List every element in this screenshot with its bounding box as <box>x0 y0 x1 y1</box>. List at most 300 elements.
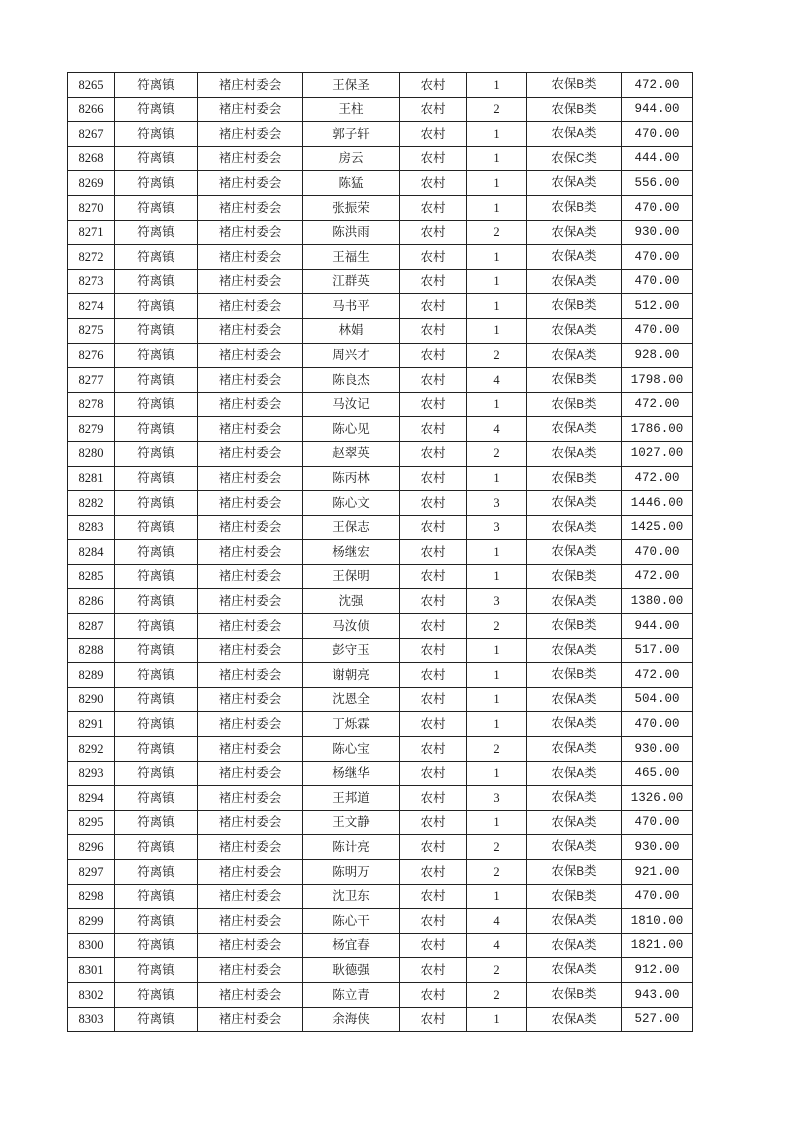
table-row <box>68 884 693 909</box>
table-row <box>68 540 693 565</box>
cell-town: 符离镇 <box>115 712 198 737</box>
cell-category: 农保A类 <box>527 171 622 196</box>
cell-amount: 930.00 <box>622 737 693 762</box>
category-letter: A <box>576 521 585 534</box>
cell-category: 农保A类 <box>527 958 622 983</box>
cell-amount: 943.00 <box>622 982 693 1007</box>
cell-count: 2 <box>467 441 527 466</box>
cell-town: 符离镇 <box>115 441 198 466</box>
cell-type: 农村 <box>400 761 467 786</box>
cell-category: 农保B类 <box>527 982 622 1007</box>
cell-count: 1 <box>467 171 527 196</box>
cell-type: 农村 <box>400 564 467 589</box>
table-row <box>68 392 693 417</box>
cell-town: 符离镇 <box>115 269 198 294</box>
category-letter: A <box>576 349 585 362</box>
cell-town: 符离镇 <box>115 245 198 270</box>
category-letter: A <box>576 226 585 239</box>
category-letter: A <box>576 841 585 854</box>
category-letter: B <box>576 202 585 215</box>
cell-town: 符离镇 <box>115 687 198 712</box>
cell-village: 褚庄村委会 <box>198 810 303 835</box>
table-row <box>68 810 693 835</box>
category-letter: B <box>576 374 585 387</box>
cell-count: 1 <box>467 663 527 688</box>
cell-count: 2 <box>467 220 527 245</box>
cell-id: 8274 <box>68 294 115 319</box>
category-letter: B <box>576 866 585 879</box>
table-row <box>68 195 693 220</box>
cell-count: 1 <box>467 73 527 98</box>
cell-count: 1 <box>467 638 527 663</box>
cell-category: 农保A类 <box>527 589 622 614</box>
cell-count: 1 <box>467 761 527 786</box>
cell-id: 8300 <box>68 933 115 958</box>
table-row <box>68 171 693 196</box>
cell-amount: 472.00 <box>622 392 693 417</box>
cell-category: 农保B类 <box>527 294 622 319</box>
cell-type: 农村 <box>400 515 467 540</box>
category-letter: A <box>576 792 585 805</box>
cell-village: 褚庄村委会 <box>198 245 303 270</box>
table-row <box>68 860 693 885</box>
cell-count: 1 <box>467 712 527 737</box>
cell-id: 8279 <box>68 417 115 442</box>
table-row <box>68 1007 693 1032</box>
cell-count: 1 <box>467 810 527 835</box>
cell-category: 农保A类 <box>527 737 622 762</box>
cell-id: 8287 <box>68 614 115 639</box>
category-letter: A <box>576 177 585 190</box>
cell-village: 褚庄村委会 <box>198 761 303 786</box>
table-row <box>68 97 693 122</box>
cell-village: 褚庄村委会 <box>198 269 303 294</box>
cell-count: 1 <box>467 318 527 343</box>
cell-count: 2 <box>467 97 527 122</box>
cell-type: 农村 <box>400 687 467 712</box>
category-letter: A <box>576 743 585 756</box>
cell-village: 褚庄村委会 <box>198 343 303 368</box>
cell-id: 8299 <box>68 909 115 934</box>
cell-count: 1 <box>467 687 527 712</box>
cell-village: 褚庄村委会 <box>198 958 303 983</box>
cell-count: 4 <box>467 933 527 958</box>
table-row <box>68 933 693 958</box>
cell-town: 符离镇 <box>115 97 198 122</box>
cell-type: 农村 <box>400 884 467 909</box>
cell-type: 农村 <box>400 220 467 245</box>
cell-name: 马汝记 <box>303 392 400 417</box>
cell-type: 农村 <box>400 810 467 835</box>
cell-name: 王柱 <box>303 97 400 122</box>
cell-type: 农村 <box>400 958 467 983</box>
cell-name: 杨宜春 <box>303 933 400 958</box>
cell-name: 郭子轩 <box>303 122 400 147</box>
cell-type: 农村 <box>400 269 467 294</box>
cell-village: 褚庄村委会 <box>198 982 303 1007</box>
cell-name: 陈心文 <box>303 491 400 516</box>
cell-count: 1 <box>467 146 527 171</box>
cell-amount: 912.00 <box>622 958 693 983</box>
cell-village: 褚庄村委会 <box>198 122 303 147</box>
table-row <box>68 982 693 1007</box>
cell-type: 农村 <box>400 663 467 688</box>
category-letter: A <box>576 816 585 829</box>
cell-name: 陈良杰 <box>303 368 400 393</box>
cell-village: 褚庄村委会 <box>198 540 303 565</box>
cell-name: 林娟 <box>303 318 400 343</box>
cell-category: 农保A类 <box>527 122 622 147</box>
cell-village: 褚庄村委会 <box>198 392 303 417</box>
cell-town: 符离镇 <box>115 933 198 958</box>
cell-village: 褚庄村委会 <box>198 614 303 639</box>
cell-amount: 1446.00 <box>622 491 693 516</box>
cell-village: 褚庄村委会 <box>198 515 303 540</box>
cell-village: 褚庄村委会 <box>198 933 303 958</box>
cell-type: 农村 <box>400 122 467 147</box>
cell-name: 王保志 <box>303 515 400 540</box>
cell-count: 2 <box>467 860 527 885</box>
cell-type: 农村 <box>400 835 467 860</box>
cell-type: 农村 <box>400 97 467 122</box>
cell-category: 农保B类 <box>527 368 622 393</box>
cell-village: 褚庄村委会 <box>198 417 303 442</box>
cell-type: 农村 <box>400 146 467 171</box>
cell-category: 农保B类 <box>527 884 622 909</box>
cell-category: 农保A类 <box>527 491 622 516</box>
cell-type: 农村 <box>400 786 467 811</box>
category-letter: A <box>576 718 585 731</box>
cell-type: 农村 <box>400 417 467 442</box>
cell-name: 陈洪雨 <box>303 220 400 245</box>
category-letter: B <box>576 890 585 903</box>
category-letter: A <box>576 964 585 977</box>
cell-count: 1 <box>467 195 527 220</box>
table-row <box>68 368 693 393</box>
cell-count: 4 <box>467 417 527 442</box>
cell-village: 褚庄村委会 <box>198 589 303 614</box>
table-row <box>68 146 693 171</box>
table-row <box>68 245 693 270</box>
cell-id: 8270 <box>68 195 115 220</box>
cell-category: 农保B类 <box>527 466 622 491</box>
cell-village: 褚庄村委会 <box>198 441 303 466</box>
cell-id: 8275 <box>68 318 115 343</box>
category-letter: A <box>576 915 585 928</box>
cell-village: 褚庄村委会 <box>198 491 303 516</box>
cell-id: 8282 <box>68 491 115 516</box>
cell-id: 8278 <box>68 392 115 417</box>
cell-id: 8272 <box>68 245 115 270</box>
cell-name: 马汝侦 <box>303 614 400 639</box>
cell-type: 农村 <box>400 737 467 762</box>
cell-town: 符离镇 <box>115 982 198 1007</box>
cell-town: 符离镇 <box>115 392 198 417</box>
cell-type: 农村 <box>400 368 467 393</box>
cell-name: 赵翠英 <box>303 441 400 466</box>
cell-amount: 470.00 <box>622 318 693 343</box>
category-letter: A <box>576 128 585 141</box>
cell-category: 农保A类 <box>527 441 622 466</box>
cell-town: 符离镇 <box>115 466 198 491</box>
cell-town: 符离镇 <box>115 663 198 688</box>
cell-amount: 944.00 <box>622 614 693 639</box>
cell-id: 8266 <box>68 97 115 122</box>
category-letter: B <box>576 300 585 313</box>
cell-amount: 1798.00 <box>622 368 693 393</box>
cell-type: 农村 <box>400 466 467 491</box>
category-letter: A <box>576 423 585 436</box>
cell-amount: 556.00 <box>622 171 693 196</box>
cell-id: 8292 <box>68 737 115 762</box>
cell-village: 褚庄村委会 <box>198 97 303 122</box>
cell-amount: 928.00 <box>622 343 693 368</box>
cell-count: 1 <box>467 466 527 491</box>
cell-id: 8268 <box>68 146 115 171</box>
table-row <box>68 269 693 294</box>
cell-count: 3 <box>467 515 527 540</box>
table-row <box>68 491 693 516</box>
cell-town: 符离镇 <box>115 122 198 147</box>
cell-type: 农村 <box>400 245 467 270</box>
cell-category: 农保A类 <box>527 245 622 270</box>
cell-amount: 470.00 <box>622 122 693 147</box>
cell-count: 1 <box>467 269 527 294</box>
category-letter: A <box>576 939 585 952</box>
cell-count: 2 <box>467 737 527 762</box>
table-row <box>68 318 693 343</box>
cell-type: 农村 <box>400 614 467 639</box>
category-letter: B <box>576 103 585 116</box>
cell-town: 符离镇 <box>115 1007 198 1032</box>
table-row <box>68 687 693 712</box>
cell-village: 褚庄村委会 <box>198 687 303 712</box>
cell-type: 农村 <box>400 1007 467 1032</box>
cell-id: 8295 <box>68 810 115 835</box>
cell-category: 农保A类 <box>527 761 622 786</box>
cell-amount: 470.00 <box>622 195 693 220</box>
cell-type: 农村 <box>400 73 467 98</box>
cell-town: 符离镇 <box>115 171 198 196</box>
cell-id: 8296 <box>68 835 115 860</box>
table-row <box>68 515 693 540</box>
cell-town: 符离镇 <box>115 786 198 811</box>
cell-name: 王福生 <box>303 245 400 270</box>
cell-count: 1 <box>467 392 527 417</box>
cell-amount: 1786.00 <box>622 417 693 442</box>
cell-id: 8273 <box>68 269 115 294</box>
cell-amount: 517.00 <box>622 638 693 663</box>
cell-category: 农保A类 <box>527 687 622 712</box>
category-letter: B <box>576 989 585 1002</box>
cell-amount: 1380.00 <box>622 589 693 614</box>
cell-town: 符离镇 <box>115 909 198 934</box>
cell-category: 农保A类 <box>527 269 622 294</box>
cell-village: 褚庄村委会 <box>198 884 303 909</box>
cell-type: 农村 <box>400 441 467 466</box>
cell-id: 8288 <box>68 638 115 663</box>
cell-type: 农村 <box>400 392 467 417</box>
cell-category: 农保A类 <box>527 343 622 368</box>
cell-category: 农保C类 <box>527 146 622 171</box>
table-row <box>68 441 693 466</box>
cell-town: 符离镇 <box>115 564 198 589</box>
cell-village: 褚庄村委会 <box>198 638 303 663</box>
cell-name: 陈心见 <box>303 417 400 442</box>
cell-town: 符离镇 <box>115 220 198 245</box>
cell-amount: 1027.00 <box>622 441 693 466</box>
category-letter: A <box>576 595 585 608</box>
cell-category: 农保A类 <box>527 417 622 442</box>
cell-town: 符离镇 <box>115 884 198 909</box>
cell-village: 褚庄村委会 <box>198 712 303 737</box>
cell-village: 褚庄村委会 <box>198 466 303 491</box>
cell-village: 褚庄村委会 <box>198 294 303 319</box>
cell-count: 1 <box>467 294 527 319</box>
category-letter: B <box>576 620 585 633</box>
cell-amount: 470.00 <box>622 884 693 909</box>
cell-name: 彭守玉 <box>303 638 400 663</box>
cell-count: 3 <box>467 786 527 811</box>
category-letter: B <box>576 472 585 485</box>
cell-amount: 930.00 <box>622 835 693 860</box>
cell-count: 1 <box>467 122 527 147</box>
cell-amount: 1821.00 <box>622 933 693 958</box>
cell-type: 农村 <box>400 294 467 319</box>
cell-amount: 512.00 <box>622 294 693 319</box>
cell-town: 符离镇 <box>115 294 198 319</box>
cell-count: 1 <box>467 884 527 909</box>
cell-category: 农保B类 <box>527 392 622 417</box>
cell-amount: 472.00 <box>622 564 693 589</box>
cell-name: 王邦道 <box>303 786 400 811</box>
cell-name: 王文静 <box>303 810 400 835</box>
cell-village: 褚庄村委会 <box>198 171 303 196</box>
cell-id: 8297 <box>68 860 115 885</box>
cell-village: 褚庄村委会 <box>198 564 303 589</box>
cell-town: 符离镇 <box>115 810 198 835</box>
cell-amount: 472.00 <box>622 663 693 688</box>
cell-village: 褚庄村委会 <box>198 860 303 885</box>
cell-count: 2 <box>467 835 527 860</box>
table-row <box>68 614 693 639</box>
cell-village: 褚庄村委会 <box>198 1007 303 1032</box>
cell-category: 农保B类 <box>527 564 622 589</box>
cell-type: 农村 <box>400 638 467 663</box>
cell-name: 陈丙林 <box>303 466 400 491</box>
cell-amount: 930.00 <box>622 220 693 245</box>
cell-town: 符离镇 <box>115 318 198 343</box>
cell-amount: 470.00 <box>622 810 693 835</box>
cell-village: 褚庄村委会 <box>198 73 303 98</box>
cell-amount: 470.00 <box>622 540 693 565</box>
cell-count: 2 <box>467 614 527 639</box>
cell-name: 沈卫东 <box>303 884 400 909</box>
cell-town: 符离镇 <box>115 73 198 98</box>
cell-town: 符离镇 <box>115 638 198 663</box>
cell-id: 8265 <box>68 73 115 98</box>
cell-name: 房云 <box>303 146 400 171</box>
cell-category: 农保A类 <box>527 220 622 245</box>
cell-type: 农村 <box>400 909 467 934</box>
cell-town: 符离镇 <box>115 737 198 762</box>
table-row <box>68 73 693 98</box>
cell-id: 8303 <box>68 1007 115 1032</box>
cell-category: 农保A类 <box>527 638 622 663</box>
cell-id: 8271 <box>68 220 115 245</box>
cell-amount: 1425.00 <box>622 515 693 540</box>
cell-village: 褚庄村委会 <box>198 786 303 811</box>
cell-name: 江群英 <box>303 269 400 294</box>
table-row <box>68 220 693 245</box>
cell-name: 陈计亮 <box>303 835 400 860</box>
table-row <box>68 663 693 688</box>
table-row <box>68 466 693 491</box>
cell-town: 符离镇 <box>115 761 198 786</box>
category-letter: A <box>576 1013 585 1026</box>
table-row <box>68 417 693 442</box>
category-letter: B <box>576 79 585 92</box>
cell-amount: 470.00 <box>622 269 693 294</box>
cell-name: 王保明 <box>303 564 400 589</box>
cell-id: 8280 <box>68 441 115 466</box>
cell-town: 符离镇 <box>115 343 198 368</box>
cell-name: 陈猛 <box>303 171 400 196</box>
cell-type: 农村 <box>400 195 467 220</box>
category-letter: A <box>576 767 585 780</box>
cell-id: 8294 <box>68 786 115 811</box>
cell-id: 8277 <box>68 368 115 393</box>
cell-name: 杨继宏 <box>303 540 400 565</box>
cell-name: 陈心干 <box>303 909 400 934</box>
cell-amount: 944.00 <box>622 97 693 122</box>
cell-count: 2 <box>467 343 527 368</box>
cell-town: 符离镇 <box>115 614 198 639</box>
category-letter: A <box>576 275 585 288</box>
cell-id: 8301 <box>68 958 115 983</box>
cell-amount: 1810.00 <box>622 909 693 934</box>
cell-amount: 527.00 <box>622 1007 693 1032</box>
cell-id: 8281 <box>68 466 115 491</box>
cell-type: 农村 <box>400 540 467 565</box>
cell-category: 农保A类 <box>527 1007 622 1032</box>
category-letter: A <box>576 546 585 559</box>
cell-town: 符离镇 <box>115 589 198 614</box>
cell-count: 2 <box>467 982 527 1007</box>
cell-village: 褚庄村委会 <box>198 146 303 171</box>
table-row <box>68 737 693 762</box>
cell-type: 农村 <box>400 982 467 1007</box>
cell-amount: 921.00 <box>622 860 693 885</box>
cell-type: 农村 <box>400 171 467 196</box>
cell-id: 8293 <box>68 761 115 786</box>
cell-village: 褚庄村委会 <box>198 737 303 762</box>
cell-id: 8290 <box>68 687 115 712</box>
cell-count: 3 <box>467 589 527 614</box>
cell-type: 农村 <box>400 712 467 737</box>
cell-village: 褚庄村委会 <box>198 368 303 393</box>
cell-town: 符离镇 <box>115 515 198 540</box>
cell-category: 农保A类 <box>527 810 622 835</box>
table-row <box>68 712 693 737</box>
table-row <box>68 564 693 589</box>
cell-category: 农保A类 <box>527 540 622 565</box>
cell-id: 8286 <box>68 589 115 614</box>
cell-town: 符离镇 <box>115 958 198 983</box>
cell-category: 农保A类 <box>527 786 622 811</box>
cell-village: 褚庄村委会 <box>198 318 303 343</box>
table-row <box>68 638 693 663</box>
